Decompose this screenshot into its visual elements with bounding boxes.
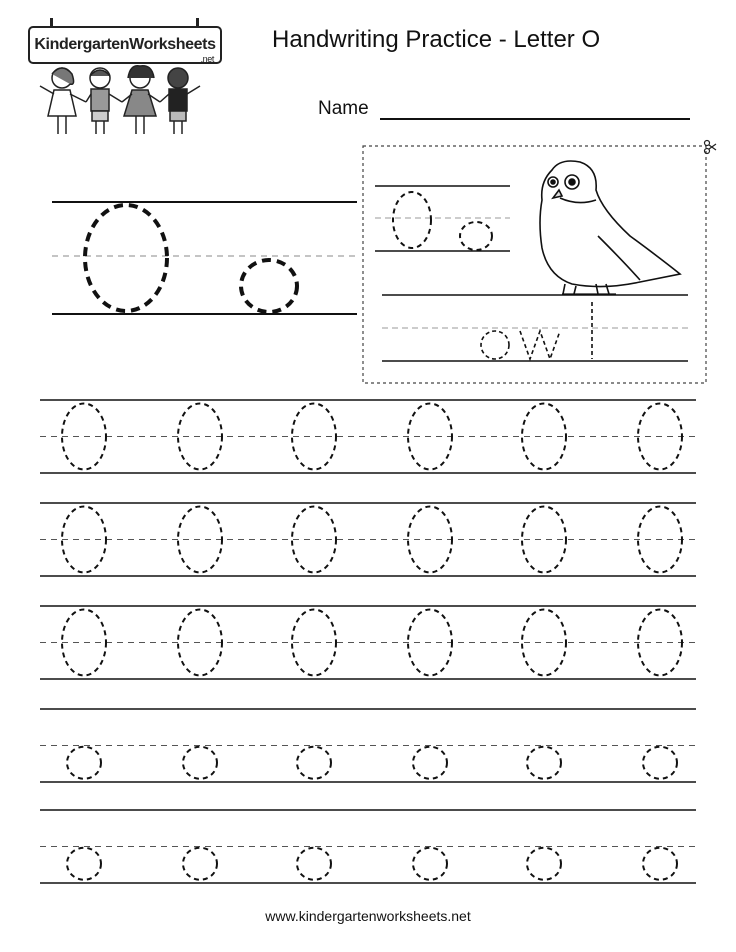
- traced-word: [481, 302, 592, 359]
- trace-lowercase-o[interactable]: [413, 747, 447, 779]
- page-title: Handwriting Practice - Letter O: [272, 26, 601, 53]
- practice-row: [40, 400, 696, 473]
- practice-row: [40, 606, 696, 679]
- practice-row: [40, 810, 696, 883]
- trace-lowercase-o[interactable]: [527, 848, 561, 880]
- traced-lowercase-o[interactable]: [241, 260, 297, 312]
- trace-lowercase-o[interactable]: [413, 848, 447, 880]
- trace-lowercase-o[interactable]: [643, 747, 677, 779]
- trace-lowercase-o[interactable]: [183, 747, 217, 779]
- name-label: Name: [318, 98, 369, 119]
- owl-bird-icon: [540, 161, 680, 294]
- trace-lowercase-o[interactable]: [527, 747, 561, 779]
- practice-row: [40, 503, 696, 576]
- traced-uppercase-o[interactable]: [85, 205, 167, 311]
- practice-row: [40, 709, 696, 782]
- trace-lowercase-o[interactable]: [183, 848, 217, 880]
- example-letters-guide: [52, 202, 357, 314]
- practice-rows: [40, 400, 696, 883]
- trace-lowercase-o[interactable]: [67, 848, 101, 880]
- trace-lowercase-o[interactable]: [643, 848, 677, 880]
- footer-url: www.kindergartenworksheets.net: [265, 908, 471, 924]
- trace-lowercase-o[interactable]: [297, 747, 331, 779]
- logo-text: KindergartenWorksheets: [34, 36, 216, 53]
- trace-lowercase-o[interactable]: [67, 747, 101, 779]
- logo-tld: .net: [200, 54, 214, 64]
- trace-lowercase-o[interactable]: [297, 848, 331, 880]
- cutout-box: [363, 141, 716, 384]
